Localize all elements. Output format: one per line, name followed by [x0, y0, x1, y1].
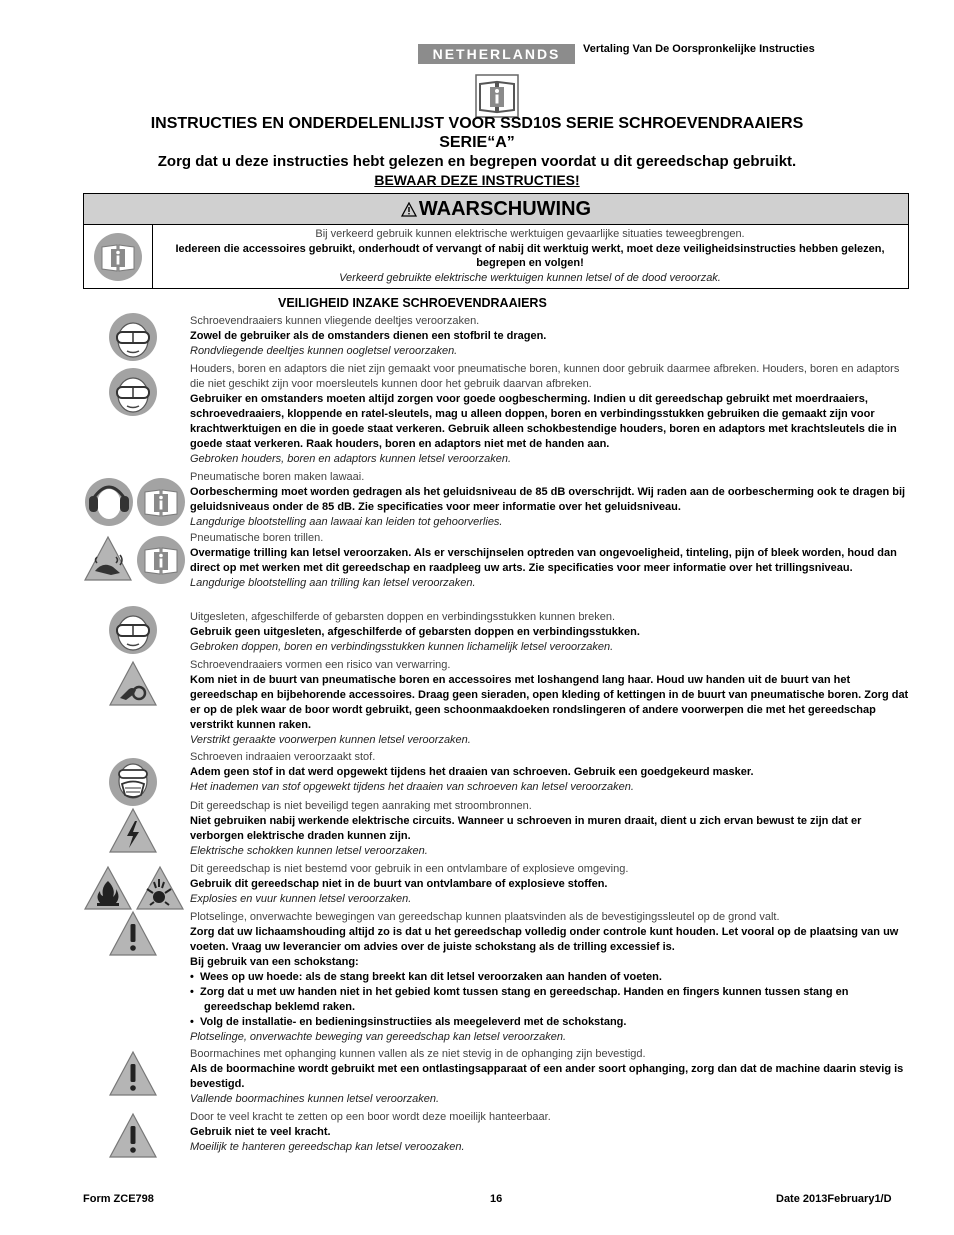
read-manual-icon [475, 74, 519, 118]
item-hazard: Door te veel kracht te zetten op een boor wordt deze moeilijk hanteerbaar. [190, 1111, 551, 1123]
item-hazard: Schroeven indraaien veroorzaakt stof. [190, 751, 376, 763]
item-consequence: Verstrikt geraakte voorwerpen kunnen letsel veroorzaken. [190, 734, 471, 746]
item-consequence: Plotselinge, onverwachte beweging van gereedschap kan letsel veroorzaken. [190, 1031, 567, 1043]
general-warning-icon [108, 1112, 158, 1160]
flammable-warning-icon [83, 865, 133, 911]
item-consequence: Gebroken houders, boren en adaptors kunnen letsel veroorzaken. [190, 453, 512, 465]
read-manual-icon [136, 477, 186, 527]
safety-item-reaction-bar [190, 910, 914, 1045]
item-instruction: Niet gebruiken nabij werkende elektrische circuits. Wanneer u schroeven in muren draait, dient u zich ervan bewust te zijn dat er verborgen elektrische draden kunnen zijn. [190, 815, 862, 842]
safety-item-holders-bits [190, 362, 914, 467]
item-consequence: Het inademen van stof opgewekt tijdens het draaien van schroeven kan letsel veroorzaken. [190, 781, 634, 793]
warning-text [154, 227, 906, 285]
translation-subtitle: Vertaling Van De Oorspronkelijke Instructies [583, 43, 815, 55]
item-instruction: Kom niet in de buurt van pneumatische boren en accessoires met loshangend lang haar. Houd uw handen uit de buurt van het gereedschap en bijbehorende accessoires. Draag geen sieraden, open kleding of kettingen in de buurt van pneumatische boren. Zorg dat er op de plek waar de boor wordt gebruikt, geen schoonmaakdoeken rondslingeren of andere voorwerpen die met het gereedschap verstrikt kunnen raken. [190, 674, 909, 731]
warning-body [84, 225, 908, 288]
safety-item-flying-particles [190, 314, 914, 359]
item-instruction: Oorbescherming moet worden gedragen als het geluidsniveau de 85 dB overschrijdt. Wij raden aan de oorbescherming ook te dragen bij geluidsniveaus onder de 85 dB. Zie specificaties voor meer informatie over het geluidsniveau. [190, 486, 906, 513]
item-instruction: Overmatige trilling kan letsel veroorzaken. Als er verschijnselen optreden van ongevoeligheid, tinteling, pijn of bleek worden, houd dan direct op met werken met dit gereedschap en raadpleeg uw arts. Zie specificaties voor meer informatie over het trillingsniveau. [190, 547, 897, 574]
read-manual-icon [136, 535, 186, 585]
document-title: INSTRUCTIES EN ONDERDELENLIJST VOOR SSD10S SERIE SCHROEVENDRAAIERS [150, 115, 804, 132]
item-consequence: Explosies en vuur kunnen letsel veroorzaken. [190, 893, 412, 905]
explosive-warning-icon [135, 865, 185, 911]
item-hazard: Schroevendraaiers vormen een risico van verwarring. [190, 659, 451, 671]
warning-heading: WAARSCHUWING [418, 198, 592, 220]
dust-mask-icon [108, 757, 158, 807]
read-instructions-notice: Zorg dat u deze instructies hebt gelezen en begrepen voordat u dit gereedschap gebruikt. [157, 153, 797, 170]
general-warning-icon [108, 910, 158, 958]
general-warning-icon [108, 1050, 158, 1098]
item-hazard: Pneumatische boren trillen. [190, 532, 324, 544]
safety-item-excess-force [190, 1110, 914, 1155]
footer-date: Date 2013February1/D [776, 1193, 892, 1205]
document-series: SERIE“A” [439, 134, 515, 151]
safety-item-vibration [190, 531, 914, 591]
item-instruction: Gebruik dit gereedschap niet in de buurt van ontvlambare of explosieve stoffen. [190, 878, 608, 890]
safety-goggles-icon [108, 605, 158, 655]
warning-triangle-icon [401, 202, 417, 217]
safety-item-electrical [190, 799, 914, 859]
item-consequence: Rondvliegende deeltjes kunnen oogletsel veroorzaken. [190, 345, 458, 357]
safety-item-dust [190, 750, 914, 795]
safety-goggles-icon [108, 312, 158, 362]
electric-shock-warning-icon [108, 807, 158, 855]
footer-form-number: Form ZCE798 [83, 1193, 154, 1205]
item-hazard: Houders, boren en adaptors die niet zijn gemaakt voor pneumatische boren, kunnen door gebruik daarmee afbreken. Houders, boren en adaptors die niet geschikt zijn voor moersleutels kunnen door het gebruik daarvan afbreken. [190, 363, 900, 390]
warning-box [83, 193, 909, 289]
item-consequence: Langdurige blootstelling aan trilling kan letsel veroorzaken. [190, 577, 476, 589]
item-instruction: Gebruiker en omstanders moeten altijd zorgen voor goede oogbescherming. Indien u dit gereedschap gebruikt met moerdraaiers, schroevedraaiers, kloppende en ratel-sleutels, mag u alleen doppen, boren en verbindingsstukken gebruiken die gemaakt zijn voor krachtwerktuigen en die in goede staat verkeren. Gebruik alleen schokbestendige houders, boren en adaptors met krachtsleutels die in goede staat verkeren. Raak houders, boren en adaptors niet met de handen aan. [190, 393, 897, 450]
safety-goggles-icon [108, 367, 158, 417]
item-consequence: Elektrische schokken kunnen letsel veroorzaken. [190, 845, 428, 857]
item-consequence: Langdurige blootstelling aan lawaai kan leiden tot gehoorverlies. [190, 516, 503, 528]
safety-item-explosive [190, 862, 914, 907]
item-instruction: Adem geen stof in dat werd opgewekt tijdens het draaien van schroeven. Gebruik een goedgekeurd masker. [190, 766, 754, 778]
item-consequence: Gebroken doppen, boren en verbindingsstukken kunnen lichamelijk letsel veroorzaken. [190, 641, 614, 653]
safety-item-entanglement [190, 658, 914, 748]
item-hazard: Boormachines met ophanging kunnen vallen als ze niet stevig in de ophanging zijn bevestigd. [190, 1048, 646, 1060]
footer-page-number: 16 [490, 1193, 503, 1205]
item-instruction: Gebruik geen uitgesleten, afgeschilferde of gebarsten doppen en verbindingsstukken. [190, 626, 640, 638]
bullet-item: • Volg de installatie- en bedieningsinstructiies als meegeleverd met de schokstang. [190, 1016, 627, 1028]
item-hazard: Uitgesleten, afgeschilferde of gebarsten doppen en verbindingsstukken kunnen breken. [190, 611, 616, 623]
warning-icon-cell [84, 225, 153, 288]
item-hazard: Dit gereedschap is niet beveiligd tegen aanraking met stroombronnen. [190, 800, 532, 812]
item-hazard: Pneumatische boren maken lawaai. [190, 471, 365, 483]
entanglement-warning-icon [108, 660, 158, 708]
read-manual-icon [93, 232, 143, 282]
safety-item-suspension [190, 1047, 914, 1107]
item-consequence: Vallende boormachines kunnen letsel veroorzaken. [190, 1093, 440, 1105]
warning-line-2: Iedereen die accessoires gebruikt, onderhoudt of vervangt of nabij dit werktuig werkt, moet deze veiligheidsinstructies hebben gelezen, begrepen en volgen! [175, 242, 885, 269]
keep-instructions-notice: BEWAAR DEZE INSTRUCTIES! [374, 172, 580, 188]
warning-header [84, 194, 908, 225]
item-hazard: Plotselinge, onverwachte bewegingen van gereedschap kunnen plaatsvinden als de bevestigingssleutel op de grond valt. [190, 911, 780, 923]
ear-protection-icon [84, 477, 134, 527]
safety-item-worn-sockets [190, 610, 914, 655]
item-instruction: Zorg dat uw lichaamshouding altijd zo is dat u het gereedschap volledig onder controle kunt houden. Let vooral op de plaatsing van uw voeten. Vraag uw leverancier om advies over de juiste schokstang als de trilling excessief is. [190, 926, 899, 953]
bullet-item: • Wees op uw hoede: als de stang breekt kan dit letsel veroorzaken aan handen of voeten. [190, 971, 662, 983]
bullet-item: • Zorg dat u met uw handen niet in het gebied komt tussen stang en gereedschap. Handen en fingers kunnen tussen stang en gereedschap beklemd raken. [190, 986, 849, 1013]
item-hazard: Dit gereedschap is niet bestemd voor gebruik in een ontvlambare of explosieve omgeving. [190, 863, 629, 875]
item-instruction: Zowel de gebruiker als de omstanders dienen een stofbril te dragen. [190, 330, 547, 342]
vibration-warning-icon [83, 535, 133, 583]
language-badge: NETHERLANDS [418, 44, 575, 64]
item-consequence: Moeilijk te hanteren gereedschap kan letsel veroozaken. [190, 1141, 465, 1153]
warning-line-1: Bij verkeerd gebruik kunnen elektrische werktuigen gevaarlijke situaties teweegbrengen. [315, 228, 745, 240]
item-hazard: Schroevendraaiers kunnen vliegende deeltjes veroorzaken. [190, 315, 480, 327]
warning-line-3: Verkeerd gebruikte elektrische werktuigen kunnen letsel of de dood veroorzak. [339, 271, 721, 284]
item-subheading: Bij gebruik van een schokstang: [190, 956, 359, 968]
safety-item-noise [190, 470, 914, 530]
item-instruction: Als de boormachine wordt gebruikt met een ontlastingsapparaat of een ander soort ophanging, zorg dan dat de machine daarin stevig is bevestigd. [190, 1063, 904, 1090]
section-title: VEILIGHEID INZAKE SCHROEVENDRAAIERS [278, 296, 547, 310]
item-instruction: Gebruik niet te veel kracht. [190, 1126, 331, 1138]
